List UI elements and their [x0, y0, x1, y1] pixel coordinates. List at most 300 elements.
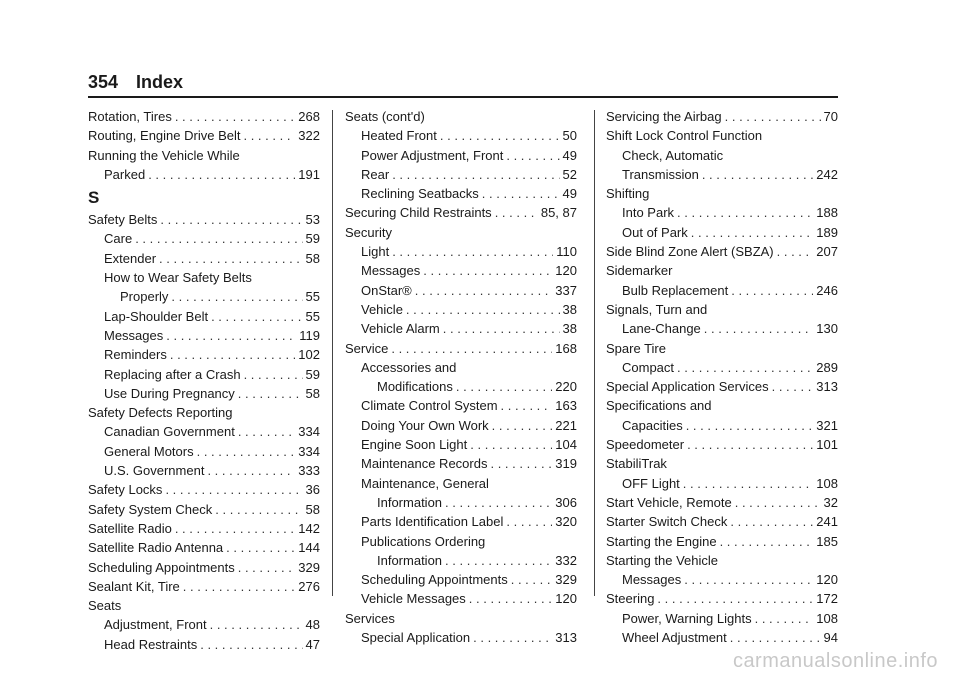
- index-entry: [345, 223, 577, 242]
- page-reference: 120: [816, 572, 838, 588]
- dot-leader: [392, 242, 553, 261]
- index-term: Vehicle: [361, 301, 403, 317]
- page-reference: 337: [555, 282, 577, 298]
- page-reference: 119: [299, 327, 320, 343]
- page-reference: 58: [305, 501, 320, 517]
- index-entry: [606, 146, 838, 165]
- dot-leader: [730, 628, 821, 647]
- dot-leader: [135, 229, 302, 248]
- index-term: Services: [345, 610, 395, 626]
- page-reference: 130: [816, 321, 838, 337]
- index-term: Safety Defects Reporting: [88, 405, 233, 421]
- page-reference: 306: [555, 494, 577, 510]
- index-entry: [88, 307, 320, 326]
- dot-leader: [211, 307, 302, 326]
- page-reference: 53: [305, 212, 320, 228]
- index-entry: [345, 146, 577, 165]
- dot-leader: [683, 474, 814, 493]
- index-entry: [606, 435, 838, 454]
- page-reference: 144: [298, 540, 320, 556]
- index-term: Satellite Radio: [88, 520, 172, 536]
- dot-leader: [469, 589, 553, 608]
- index-term: Messages: [622, 572, 682, 588]
- dot-leader: [687, 435, 813, 454]
- dot-leader: [170, 345, 295, 364]
- index-term: Capacities: [622, 417, 683, 433]
- page-reference: 334: [298, 424, 320, 440]
- index-term: Shifting: [606, 186, 650, 202]
- index-term: Scheduling Appointments: [88, 559, 235, 575]
- dot-leader: [415, 281, 553, 300]
- dot-leader: [445, 493, 552, 512]
- index-term: How to Wear Safety Belts: [104, 270, 252, 286]
- dot-leader: [735, 493, 821, 512]
- page-reference: 185: [816, 533, 838, 549]
- page-reference: 268: [298, 109, 320, 124]
- page-reference: 94: [823, 630, 838, 646]
- index-entry: [88, 365, 320, 384]
- dot-leader: [731, 281, 813, 300]
- page-reference: 333: [298, 463, 320, 479]
- page-reference: 220: [555, 379, 577, 395]
- index-term: Steering: [606, 591, 655, 607]
- dot-leader: [171, 287, 302, 306]
- index-term: General Motors: [104, 443, 194, 459]
- dot-leader: [492, 416, 553, 435]
- index-column-3: [606, 107, 838, 647]
- index-term: Satellite Radio Antenna: [88, 540, 224, 556]
- index-term: Use During Pregnancy: [104, 385, 235, 401]
- page-reference: 188: [816, 205, 838, 221]
- page-reference: 58: [305, 250, 320, 266]
- index-entry: [345, 532, 577, 551]
- page-reference: 276: [298, 578, 320, 594]
- index-entry: [88, 538, 320, 557]
- page-reference: 59: [305, 366, 320, 382]
- page-reference: 120: [555, 591, 577, 607]
- index-term: Maintenance, General: [361, 475, 489, 491]
- dot-leader: [148, 165, 295, 184]
- index-entry: [345, 242, 577, 261]
- index-entry: [88, 422, 320, 441]
- index-term: Rotation, Tires: [88, 109, 172, 124]
- index-entry: [345, 551, 577, 570]
- index-entry: [345, 165, 577, 184]
- header-rule: [88, 96, 838, 98]
- page-reference: 85, 87: [540, 205, 577, 221]
- index-term: Special Application: [361, 630, 471, 646]
- page-reference: 313: [555, 630, 577, 646]
- dot-leader: [226, 538, 295, 557]
- dot-leader: [391, 339, 552, 358]
- index-entry: [345, 474, 577, 493]
- dot-leader: [470, 435, 552, 454]
- page-reference: 38: [562, 321, 577, 337]
- dot-leader: [730, 512, 813, 531]
- index-entry: [345, 609, 577, 628]
- index-term: Security: [345, 224, 392, 240]
- index-term: Transmission: [622, 166, 699, 182]
- index-entry: [606, 184, 838, 203]
- index-term: Reclining Seatbacks: [361, 186, 479, 202]
- index-term: Rear: [361, 166, 390, 182]
- index-term: Properly: [120, 289, 169, 305]
- index-entry: [88, 287, 320, 306]
- dot-leader: [691, 223, 814, 242]
- dot-leader: [456, 377, 552, 396]
- index-term: S: [88, 188, 100, 208]
- index-term: Compact: [622, 359, 675, 375]
- page-reference: 52: [562, 166, 577, 182]
- index-entry: [606, 474, 838, 493]
- index-term: Spare Tire: [606, 340, 666, 356]
- index-entry: [88, 461, 320, 480]
- index-term: Sealant Kit, Tire: [88, 578, 180, 594]
- index-entry: [606, 319, 838, 338]
- index-entry: [345, 512, 577, 531]
- index-entry: [606, 589, 838, 608]
- index-term: Engine Soon Light: [361, 437, 468, 453]
- page-reference: 329: [298, 559, 320, 575]
- dot-leader: [197, 442, 296, 461]
- page-header: [88, 72, 183, 93]
- dot-leader: [166, 326, 296, 345]
- index-entry: [88, 577, 320, 596]
- index-term: Power, Warning Lights: [622, 610, 752, 626]
- index-entry: [606, 300, 838, 319]
- index-term: Sidemarker: [606, 263, 673, 279]
- index-entry: [606, 532, 838, 551]
- index-term: Information: [377, 552, 443, 568]
- index-term: Messages: [104, 327, 164, 343]
- index-term: Specifications and: [606, 398, 712, 414]
- dot-leader: [684, 570, 813, 589]
- dot-leader: [490, 454, 552, 473]
- dot-leader: [440, 126, 560, 145]
- page-reference: 189: [816, 224, 838, 240]
- page-reference: 49: [562, 147, 577, 163]
- dot-leader: [772, 377, 814, 396]
- page-reference: 246: [816, 282, 838, 298]
- index-term: OnStar®: [361, 282, 412, 298]
- index-term: Seats: [88, 598, 122, 614]
- page-reference: 47: [305, 636, 320, 652]
- column-divider: [332, 110, 333, 596]
- index-term: Care: [104, 231, 133, 247]
- index-entry: [606, 377, 838, 396]
- dot-leader: [243, 126, 295, 145]
- page-reference: 120: [555, 263, 577, 279]
- page-reference: 48: [305, 617, 320, 633]
- index-term: U.S. Government: [104, 463, 205, 479]
- dot-leader: [238, 384, 303, 403]
- page-reference: 104: [555, 437, 577, 453]
- index-term: Check, Automatic: [622, 147, 724, 163]
- index-term: Messages: [361, 263, 421, 279]
- index-term: Vehicle Messages: [361, 591, 466, 607]
- index-column-2: [345, 107, 577, 647]
- index-term: Canadian Government: [104, 424, 235, 440]
- dot-leader: [511, 570, 553, 589]
- index-term: StabiliTrak: [606, 456, 667, 472]
- page-reference: 168: [555, 340, 577, 356]
- index-term: Reminders: [104, 347, 167, 363]
- index-entry: [345, 184, 577, 203]
- page-reference: 221: [555, 417, 577, 433]
- index-term: Speedometer: [606, 437, 685, 453]
- index-entry: [88, 268, 320, 287]
- dot-leader: [200, 635, 302, 654]
- index-entry: [88, 558, 320, 577]
- index-term: Routing, Engine Drive Belt: [88, 128, 241, 144]
- index-entry: [88, 210, 320, 229]
- index-entry: [88, 519, 320, 538]
- dot-leader: [473, 628, 552, 647]
- page-reference: 172: [816, 591, 838, 607]
- dot-leader: [175, 107, 295, 126]
- dot-leader: [686, 416, 814, 435]
- index-term: OFF Light: [622, 475, 680, 491]
- index-term: Replacing after a Crash: [104, 366, 241, 382]
- dot-leader: [175, 519, 295, 538]
- index-term: Safety Locks: [88, 482, 163, 498]
- index-entry: [606, 416, 838, 435]
- index-term: Scheduling Appointments: [361, 572, 508, 588]
- page-reference: 320: [555, 514, 577, 530]
- index-entry: [345, 435, 577, 454]
- index-entry: [606, 339, 838, 358]
- index-term: Start Vehicle, Remote: [606, 494, 732, 510]
- index-entry: [88, 480, 320, 499]
- dot-leader: [207, 461, 295, 480]
- page-reference: 110: [556, 244, 577, 260]
- index-entry: [606, 628, 838, 647]
- index-entry: [345, 377, 577, 396]
- index-entry: [606, 493, 838, 512]
- index-term: Climate Control System: [361, 398, 498, 414]
- index-entry: [88, 596, 320, 615]
- index-term: Signals, Turn and: [606, 301, 708, 317]
- page-reference: 242: [816, 166, 838, 182]
- index-term: Lap-Shoulder Belt: [104, 308, 209, 324]
- dot-leader: [702, 165, 813, 184]
- dot-leader: [777, 242, 814, 261]
- page-reference: 207: [816, 244, 838, 260]
- index-entry: [88, 326, 320, 345]
- index-term: Shift Lock Control Function: [606, 128, 763, 144]
- dot-leader: [725, 107, 821, 126]
- index-entry: [88, 403, 320, 422]
- page-reference: 108: [816, 610, 838, 626]
- dot-leader: [165, 480, 302, 499]
- dot-leader: [720, 532, 814, 551]
- page-reference: 191: [298, 166, 320, 182]
- index-term: Doing Your Own Work: [361, 417, 489, 433]
- index-entry: [606, 358, 838, 377]
- index-entry: [606, 203, 838, 222]
- index-entry: [345, 107, 577, 126]
- index-entry: [606, 570, 838, 589]
- index-entry: [606, 165, 838, 184]
- index-term: Side Blind Zone Alert (SBZA): [606, 244, 774, 260]
- dot-leader: [238, 422, 295, 441]
- index-entry: [606, 454, 838, 473]
- index-term: Adjustment, Front: [104, 617, 207, 633]
- index-entry: [345, 281, 577, 300]
- index-entry: [606, 107, 838, 126]
- dot-leader: [445, 551, 552, 570]
- page-reference: 36: [305, 482, 320, 498]
- index-entry: [345, 126, 577, 145]
- page-reference: 163: [555, 398, 577, 414]
- page-reference: 101: [816, 437, 838, 453]
- dot-leader: [501, 396, 553, 415]
- index-entry: [345, 300, 577, 319]
- watermark: carmanualsonline.info: [732, 650, 938, 672]
- index-entry: [88, 165, 320, 184]
- page-reference: 241: [816, 514, 838, 530]
- page-reference: 38: [562, 301, 577, 317]
- page-reference: 59: [305, 231, 320, 247]
- index-entry: [88, 126, 320, 145]
- index-entry: [345, 493, 577, 512]
- index-term: Wheel Adjustment: [622, 630, 727, 646]
- index-term: Extender: [104, 250, 157, 266]
- dot-leader: [238, 558, 296, 577]
- index-entry: [345, 570, 577, 589]
- page-reference: 332: [555, 552, 577, 568]
- dot-leader: [506, 512, 552, 531]
- dot-leader: [244, 365, 303, 384]
- page-reference: 70: [823, 109, 838, 124]
- page-reference: 334: [298, 443, 320, 459]
- index-entry: [345, 454, 577, 473]
- index-entry: [345, 319, 577, 338]
- dot-leader: [406, 300, 560, 319]
- dot-leader: [423, 261, 552, 280]
- dot-leader: [506, 146, 559, 165]
- index-entry: [88, 107, 320, 126]
- index-entry: [606, 223, 838, 242]
- dot-leader: [160, 210, 302, 229]
- index-term: Light: [361, 244, 390, 260]
- page-reference: 322: [298, 128, 320, 144]
- page-reference: 58: [305, 385, 320, 401]
- index-entry: [88, 345, 320, 364]
- index-entry: [345, 261, 577, 280]
- index-entry: [345, 358, 577, 377]
- index-term: Power Adjustment, Front: [361, 147, 504, 163]
- index-term: Seats (cont'd): [345, 109, 425, 124]
- index-entry: [88, 249, 320, 268]
- index-term: Accessories and: [361, 359, 457, 375]
- dot-leader: [482, 184, 560, 203]
- index-entry: [606, 126, 838, 145]
- dot-leader: [495, 203, 538, 222]
- dot-leader: [704, 319, 814, 338]
- index-term: Starter Switch Check: [606, 514, 728, 530]
- index-term: Modifications: [377, 379, 453, 395]
- index-term: Parked: [104, 166, 146, 182]
- index-entry: [88, 146, 320, 165]
- index-entry: [88, 384, 320, 403]
- page-reference: 49: [562, 186, 577, 202]
- page-reference: 313: [816, 379, 838, 395]
- index-term: Safety Belts: [88, 212, 158, 228]
- index-entry: [606, 396, 838, 415]
- dot-leader: [392, 165, 559, 184]
- dot-leader: [215, 500, 302, 519]
- column-divider: [594, 110, 595, 596]
- page-reference: 32: [823, 494, 838, 510]
- dot-leader: [677, 358, 813, 377]
- dot-leader: [657, 589, 813, 608]
- page-title: Index: [136, 72, 184, 92]
- page-number: 354: [88, 72, 119, 92]
- index-term: Lane-Change: [622, 321, 701, 337]
- index-term: Vehicle Alarm: [361, 321, 440, 337]
- page-reference: 55: [305, 289, 320, 305]
- index-entry: [345, 589, 577, 608]
- dot-leader: [443, 319, 560, 338]
- index-entry: [345, 628, 577, 647]
- index-entry: [345, 396, 577, 415]
- page-reference: 289: [816, 359, 838, 375]
- index-entry: [88, 229, 320, 248]
- index-entry: [606, 551, 838, 570]
- page-reference: 329: [555, 572, 577, 588]
- section-letter: [88, 186, 320, 210]
- index-term: Out of Park: [622, 224, 688, 240]
- index-term: Into Park: [622, 205, 675, 221]
- dot-leader: [677, 203, 813, 222]
- index-entry: [345, 339, 577, 358]
- index-term: Servicing the Airbag: [606, 109, 722, 124]
- index-term: Information: [377, 494, 443, 510]
- index-term: Starting the Vehicle: [606, 552, 719, 568]
- index-entry: [88, 442, 320, 461]
- page-reference: 319: [555, 456, 577, 472]
- index-entry: [606, 512, 838, 531]
- page-reference: 108: [816, 475, 838, 491]
- index-term: Securing Child Restraints: [345, 205, 492, 221]
- index-entry: [606, 261, 838, 280]
- index-term: Safety System Check: [88, 501, 213, 517]
- index-term: Bulb Replacement: [622, 282, 729, 298]
- dot-leader: [183, 577, 296, 596]
- index-term: Publications Ordering: [361, 533, 486, 549]
- dot-leader: [210, 615, 303, 634]
- page-reference: 50: [562, 128, 577, 144]
- index-term: Head Restraints: [104, 636, 198, 652]
- index-entry: [88, 635, 320, 654]
- index-entry: [345, 203, 577, 222]
- index-entry: [606, 609, 838, 628]
- index-column-1: [88, 107, 320, 654]
- index-term: Starting the Engine: [606, 533, 717, 549]
- index-term: Service: [345, 340, 389, 356]
- index-entry: [88, 500, 320, 519]
- index-term: Running the Vehicle While: [88, 147, 240, 163]
- index-term: Heated Front: [361, 128, 437, 144]
- page-reference: 102: [298, 347, 320, 363]
- dot-leader: [755, 609, 814, 628]
- page-reference: 55: [305, 308, 320, 324]
- page-reference: 321: [816, 417, 838, 433]
- index-entry: [606, 281, 838, 300]
- index-entry: [606, 242, 838, 261]
- page-reference: 142: [298, 520, 320, 536]
